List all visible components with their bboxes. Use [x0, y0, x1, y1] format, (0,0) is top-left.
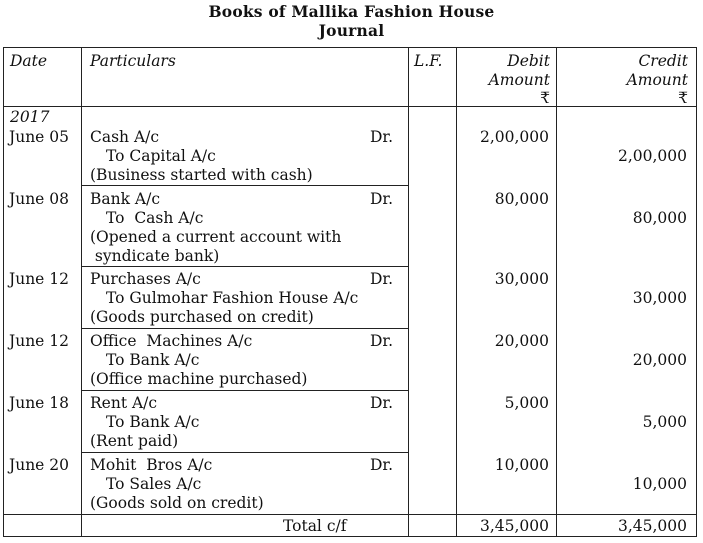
col-divider-lf — [456, 47, 457, 537]
dr-label: Dr. — [370, 270, 394, 288]
dr-label: Dr. — [370, 190, 394, 208]
total-credit: 3,45,000 — [617, 517, 687, 535]
credit-amount: 80,000 — [632, 209, 687, 227]
entry-rule — [81, 185, 408, 186]
header-credit: Credit — [638, 52, 688, 70]
credit-account: To Cash A/c — [106, 209, 204, 227]
col-divider-particulars — [408, 47, 409, 537]
credit-amount: 2,00,000 — [617, 147, 687, 165]
entry-rule — [81, 266, 408, 267]
credit-account: To Sales A/c — [106, 475, 202, 493]
header-credit-amount: Amount — [626, 71, 688, 89]
header-debit-amount: Amount — [488, 71, 550, 89]
book-title: Books of Mallika Fashion House — [208, 2, 495, 21]
entry-date: June 20 — [9, 456, 70, 474]
debit-account: Cash A/c — [90, 128, 160, 146]
dr-label: Dr. — [370, 128, 394, 146]
debit-account: Purchases A/c — [90, 270, 201, 288]
narration: (Office machine purchased) — [90, 370, 308, 388]
entry-date: June 08 — [9, 190, 70, 208]
header-lf: L.F. — [414, 52, 443, 70]
header-debit: Debit — [507, 52, 550, 70]
debit-account: Office Machines A/c — [90, 332, 253, 350]
entry-rule — [81, 390, 408, 391]
journal-heading: Journal — [318, 21, 385, 40]
narration: (Rent paid) — [90, 432, 179, 450]
debit-amount: 5,000 — [504, 394, 549, 412]
credit-account: To Gulmohar Fashion House A/c — [106, 289, 359, 307]
dr-label: Dr. — [370, 394, 394, 412]
debit-account: Mohit Bros A/c — [90, 456, 213, 474]
entry-rule — [81, 452, 408, 453]
debit-amount: 30,000 — [494, 270, 549, 288]
header-date: Date — [10, 52, 48, 70]
debit-account: Bank A/c — [90, 190, 161, 208]
header-debit-currency: ₹ — [540, 89, 550, 107]
dr-label: Dr. — [370, 456, 394, 474]
entry-date: June 05 — [9, 128, 70, 146]
dr-label: Dr. — [370, 332, 394, 350]
credit-amount: 10,000 — [632, 475, 687, 493]
entry-rule — [81, 328, 408, 329]
col-divider-date — [81, 47, 82, 537]
entry-date: June 12 — [9, 270, 70, 288]
narration: (Business started with cash) — [90, 166, 313, 184]
credit-account: To Bank A/c — [106, 351, 200, 369]
total-debit: 3,45,000 — [479, 517, 549, 535]
credit-account: To Bank A/c — [106, 413, 200, 431]
debit-amount: 80,000 — [494, 190, 549, 208]
year-label: 2017 — [10, 108, 50, 126]
credit-amount: 30,000 — [632, 289, 687, 307]
col-divider-debit — [556, 47, 557, 537]
debit-account: Rent A/c — [90, 394, 158, 412]
debit-amount: 10,000 — [494, 456, 549, 474]
credit-account: To Capital A/c — [106, 147, 216, 165]
narration: (Goods purchased on credit) — [90, 308, 314, 326]
debit-amount: 20,000 — [494, 332, 549, 350]
header-particulars: Particulars — [90, 52, 176, 70]
credit-amount: 20,000 — [632, 351, 687, 369]
entry-date: June 18 — [9, 394, 70, 412]
total-label: Total c/f — [283, 517, 347, 535]
header-credit-currency: ₹ — [678, 89, 688, 107]
narration-cont: syndicate bank) — [90, 247, 220, 265]
narration: (Opened a current account with — [90, 228, 342, 246]
debit-amount: 2,00,000 — [479, 128, 549, 146]
total-rule — [3, 514, 697, 515]
credit-amount: 5,000 — [642, 413, 687, 431]
narration: (Goods sold on credit) — [90, 494, 264, 512]
entry-date: June 12 — [9, 332, 70, 350]
